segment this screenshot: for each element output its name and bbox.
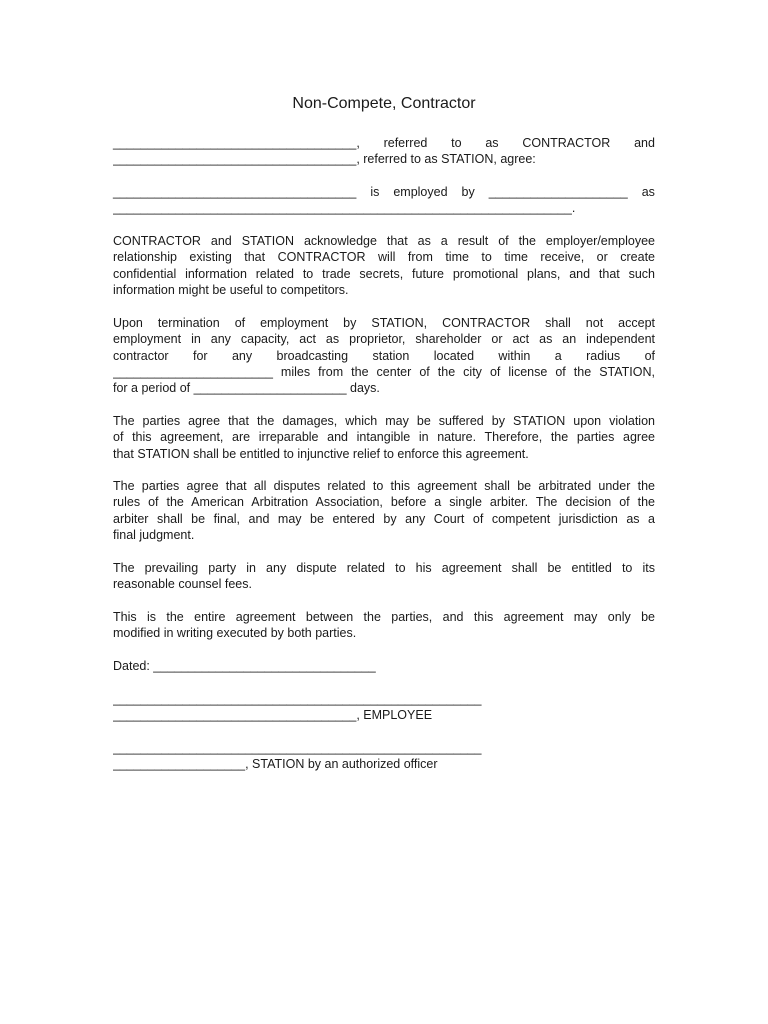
paragraph-line: The parties agree that the damages, which may be suffered by STATION upon violation [113,414,655,428]
paragraph-line: final judgment. [113,527,195,542]
station-signature-block [113,740,655,773]
word: is [370,185,380,199]
contractor-name-blank[interactable]: ___________________________________, [113,136,360,150]
word: by [461,185,475,199]
employee-name-line[interactable]: ___________________________________, EMPLOYEE [113,708,433,723]
paragraph-line: relationship existing that CONTRACTOR will from time to time receive, or create [113,250,655,265]
paragraph-line: arbiter shall be final, and may be entered by any Court of competent jurisdiction as a [113,511,655,526]
paragraph-line: rules of the American Arbitration Association, before a single arbiter. The decision of the [113,495,655,510]
parties-line-2: ___________________________________, referred to as STATION, agree: [113,152,536,167]
employment-line-2[interactable]: __________________________________________________________________. [113,201,576,216]
acknowledgement-paragraph [113,233,655,298]
word: as [641,185,655,199]
paragraph-line: modified in writing executed by both parties. [113,626,357,641]
paragraph-line: CONTRACTOR and STATION acknowledge that as a result of the employer/employee [113,234,655,248]
paragraph-line: This is the entire agreement between the parties, and this agreement may only be [113,610,655,624]
termination-paragraph [113,315,655,396]
employee-signature-block [113,691,655,724]
paragraph-line: of this agreement, are irreparable and intangible in nature. Therefore, the parties agree [113,430,655,445]
paragraph-line: employment in any capacity, act as proprietor, shareholder or act as an independent [113,332,655,347]
employer-name-blank[interactable]: ____________________ [488,185,628,199]
damages-paragraph [113,413,655,462]
word: CONTRACTOR [522,136,611,150]
station-signature-line[interactable]: _____________________________________________________ [113,741,482,755]
paragraph-line: The prevailing party in any dispute related to his agreement shall be entitled to its [113,561,655,575]
parties-clause [113,135,655,168]
word: to [451,136,462,150]
word: employed [393,185,448,199]
paragraph-line: The parties agree that all disputes related to this agreement shall be arbitrated under the [113,479,655,493]
period-line[interactable]: for a period of ______________________ days. [113,381,380,396]
word: and [634,136,655,150]
entire-agreement-paragraph [113,609,655,642]
station-officer-line[interactable]: ___________________, STATION by an authorized officer [113,757,438,772]
paragraph-line: that STATION shall be entitled to injunctive relief to enforce this agreement. [113,446,529,461]
employment-line-1 [113,184,655,200]
dated-line[interactable]: Dated: ________________________________ [113,659,376,673]
paragraph-line: Upon termination of employment by STATION, CONTRACTOR shall not accept [113,316,655,330]
counsel-fees-paragraph [113,560,655,593]
arbitration-paragraph [113,478,655,543]
employment-clause [113,184,655,217]
word: referred [383,136,428,150]
parties-line-1 [113,135,655,151]
paragraph-line: information might be useful to competitors. [113,282,349,297]
radius-line[interactable]: _______________________ miles from the center of the city of license of the STATION, [113,364,655,379]
employee-signature-line[interactable]: _____________________________________________________ [113,692,482,706]
paragraph-line: contractor for any broadcasting station located within a radius of [113,348,655,363]
dated-field [113,658,655,674]
word: as [485,136,499,150]
paragraph-line: reasonable counsel fees. [113,577,252,592]
document-title: Non-Compete, Contractor [292,95,476,112]
employee-name-blank[interactable]: ___________________________________ [113,185,357,199]
paragraph-line: confidential information related to trade secrets, future promotional plans, and that such [113,266,655,281]
